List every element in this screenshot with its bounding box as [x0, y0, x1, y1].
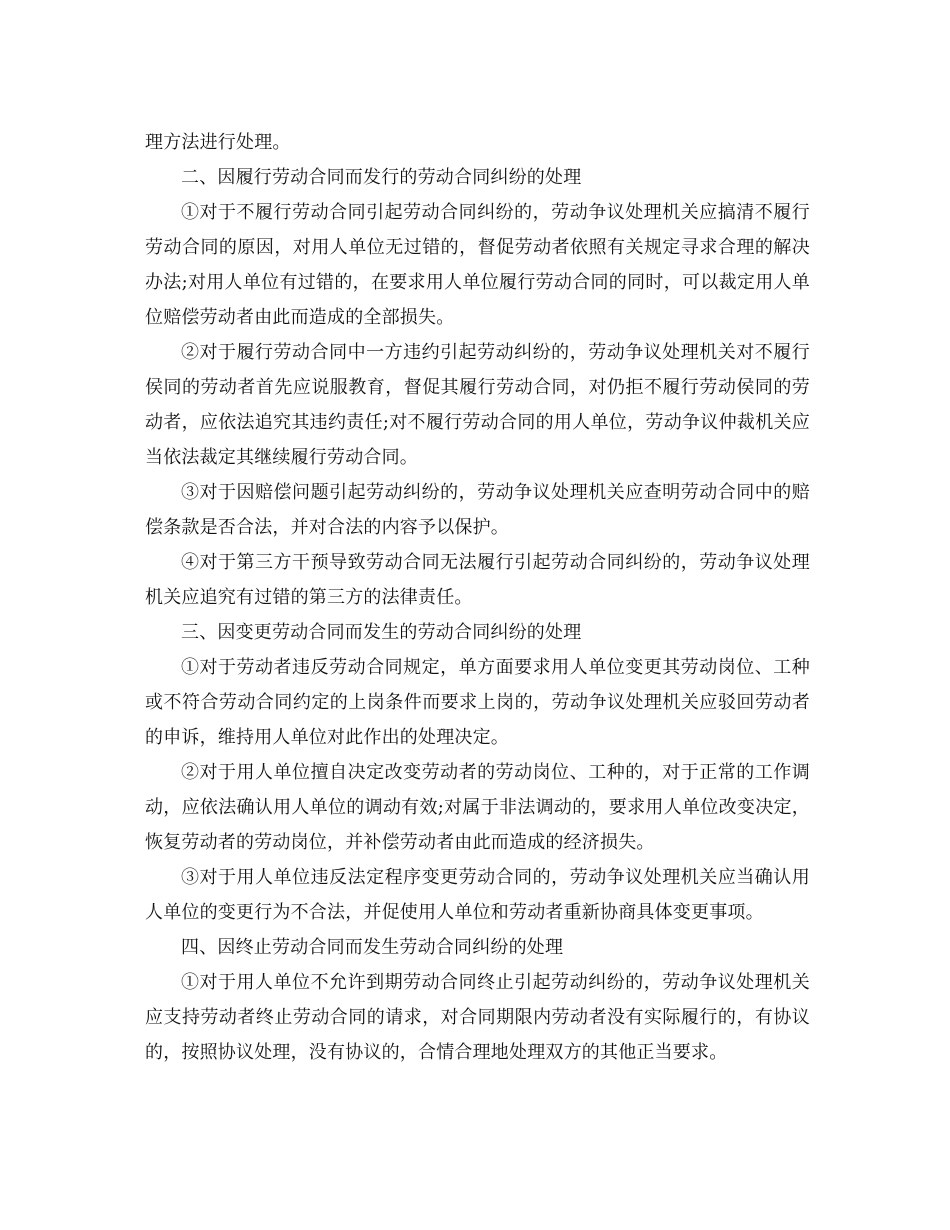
paragraph-3-2: ②对于用人单位擅自决定改变劳动者的劳动岗位、工种的，对于正常的工作调动，应依法确认用人单位的调动有效;对属于非法调动的，要求用人单位改变决定，恢复劳动者的劳动岗位，并补偿劳动者由此而造成的经济损失。: [145, 762, 810, 853]
paragraph-2-1: ①对于不履行劳动合同引起劳动合同纠纷的，劳动争议处理机关应搞清不履行劳动合同的原因，对用人单位无过错的，督促劳动者依照有关规定寻求合理的解决办法;对用人单位有过错的，在要求用人单位履行劳动合同的同时，可以裁定用人单位赔偿劳动者由此而造成的全部损失。: [145, 202, 810, 328]
paragraph-2-3: ③对于因赔偿问题引起劳动纠纷的，劳动争议处理机关应查明劳动合同中的赔偿条款是否合法，并对合法的内容予以保护。: [145, 482, 810, 538]
section-heading-3: 三、因变更劳动合同而发生的劳动合同纠纷的处理: [181, 622, 582, 643]
document-body: [145, 125, 810, 1070]
paragraph-2-4: ④对于第三方干预导致劳动合同无法履行引起劳动合同纠纷的，劳动争议处理机关应追究有过错的第三方的法律责任。: [145, 552, 810, 608]
paragraph-4-1: ①对于用人单位不允许到期劳动合同终止引起劳动纠纷的，劳动争议处理机关应支持劳动者终止劳动合同的请求，对合同期限内劳动者没有实际履行的，有协议的，按照协议处理，没有协议的，合情合理地处理双方的其他正当要求。: [145, 972, 810, 1063]
paragraph-3-1: ①对于劳动者违反劳动合同规定，单方面要求用人单位变更其劳动岗位、工种或不符合劳动合同约定的上岗条件而要求上岗的，劳动争议处理机关应驳回劳动者的申诉，维持用人单位对此作出的处理决定。: [145, 657, 810, 748]
section-heading-4: 四、因终止劳动合同而发生劳动合同纠纷的处理: [181, 937, 564, 958]
paragraph-3-3: ③对于用人单位违反法定程序变更劳动合同的，劳动争议处理机关应当确认用人单位的变更行为不合法，并促使用人单位和劳动者重新协商具体变更事项。: [145, 867, 810, 923]
section-heading-2: 二、因履行劳动合同而发行的劳动合同纠纷的处理: [181, 167, 582, 188]
paragraph-2-2: ②对于履行劳动合同中一方违约引起劳动纠纷的，劳动争议处理机关对不履行侯同的劳动者首先应说服教育，督促其履行劳动合同，对仍拒不履行劳动侯同的劳动者，应依法追究其违约责任;对不履行劳动合同的用人单位，劳动争议仲裁机关应当依法裁定其继续履行劳动合同。: [145, 342, 810, 468]
paragraph-continuation: 理方法进行处理。: [145, 132, 291, 153]
